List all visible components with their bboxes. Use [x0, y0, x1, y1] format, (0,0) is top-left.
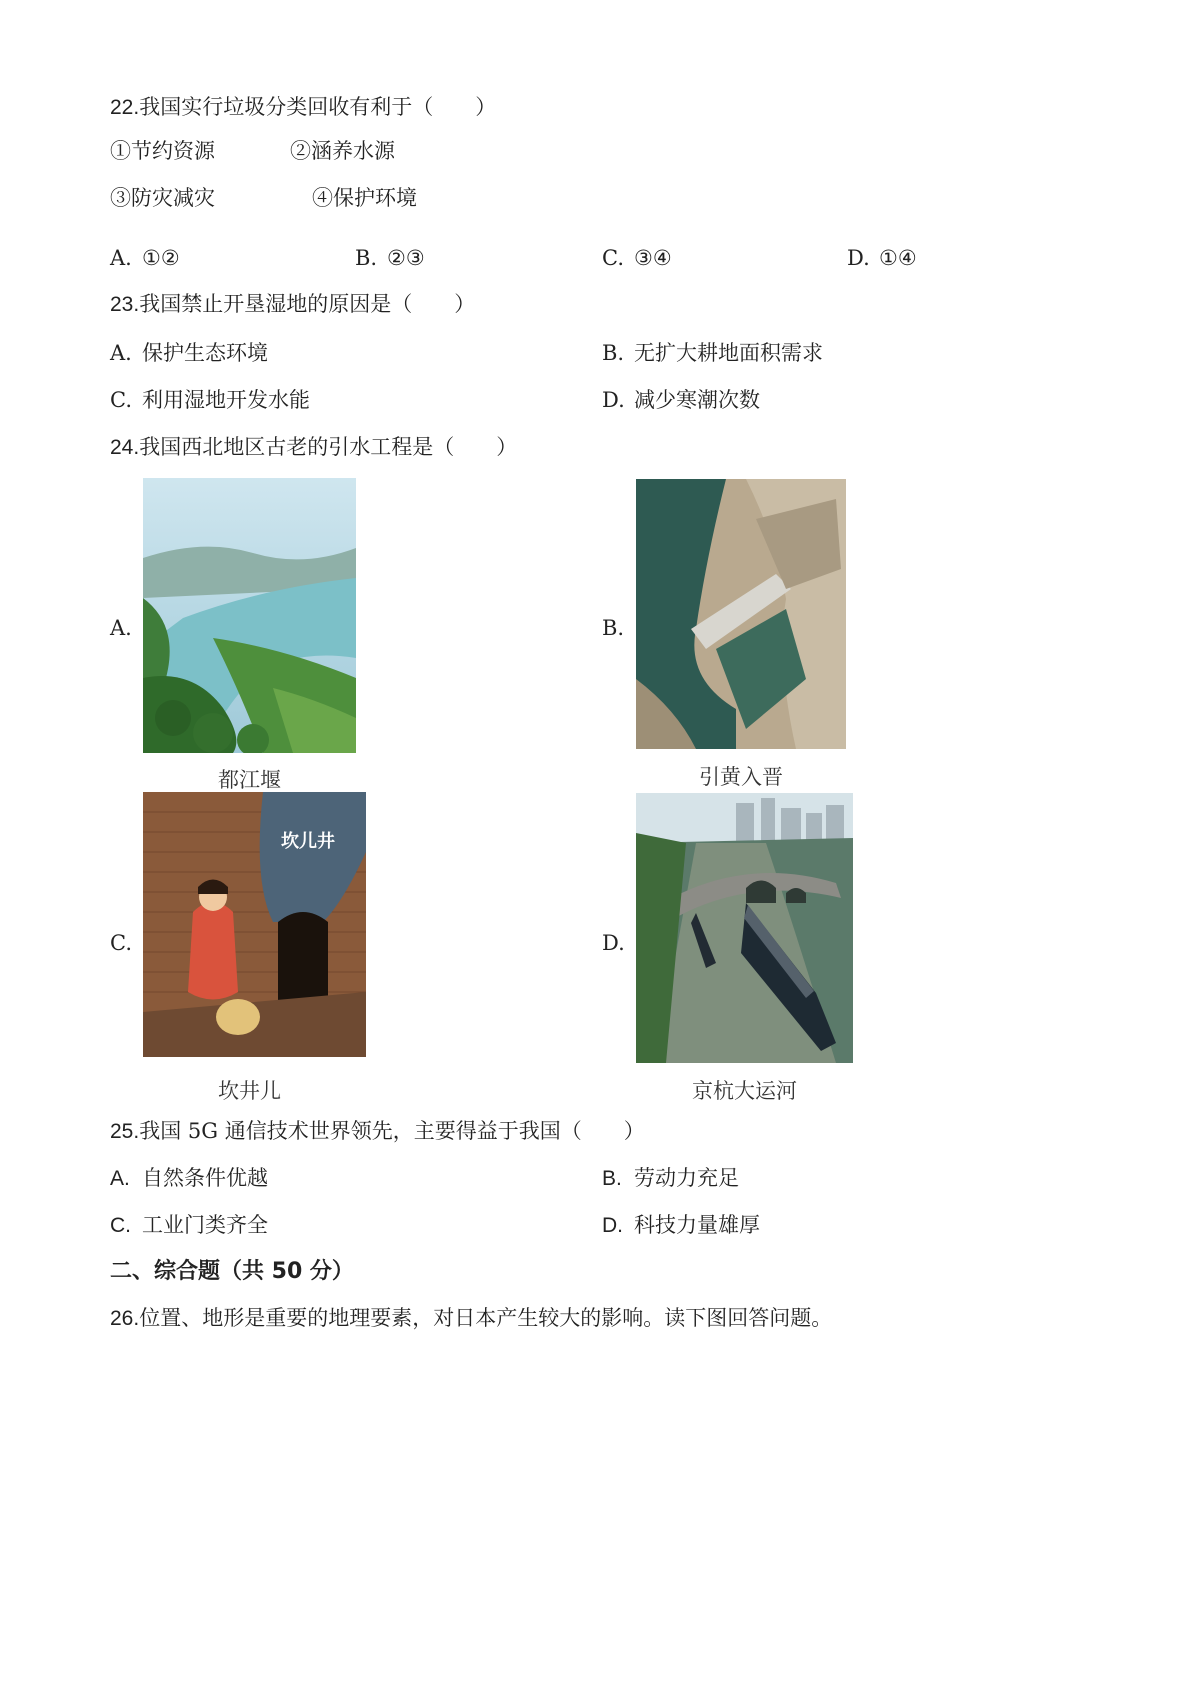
q22-item-2: ②涵养水源	[290, 139, 395, 163]
yinhuangrujin-photo[interactable]	[636, 479, 846, 749]
q23-option-b[interactable]: B. 无扩大耕地面积需求	[602, 341, 823, 365]
q24-option-d-letter[interactable]: D.	[602, 931, 625, 955]
q23-option-d[interactable]: D. 减少寒潮次数	[602, 388, 760, 412]
q22-stem	[110, 93, 496, 122]
q24-option-c-letter[interactable]: C.	[110, 931, 132, 955]
q26-stem	[110, 1304, 832, 1333]
q24-number: 24.	[110, 436, 140, 459]
q24-option-b-caption: 引黄入晋	[699, 765, 783, 789]
q25-text: 我国 5G 通信技术世界领先，主要得益于我国（ ）	[139, 1119, 645, 1143]
section-2-heading: 二、综合题（共 50 分）	[110, 1259, 354, 1284]
q24-option-a-letter[interactable]: A.	[110, 616, 132, 640]
q22-item-3: ③防灾减灾	[110, 186, 215, 210]
q23-option-a[interactable]: A. 保护生态环境	[110, 341, 268, 365]
q26-number: 26.	[110, 1307, 140, 1330]
q26-text: 位置、地形是重要的地理要素，对日本产生较大的影响。读下图回答问题。	[139, 1306, 833, 1330]
q22-item-1: ①节约资源	[110, 139, 215, 163]
dujiangyan-photo[interactable]	[143, 478, 356, 753]
q23-stem	[110, 290, 475, 319]
q22-option-c[interactable]: C. ③④	[602, 246, 672, 270]
q22-number: 22.	[110, 96, 140, 119]
q24-option-a-caption: 都江堰	[218, 768, 281, 792]
q24-option-c-caption: 坎井儿	[218, 1079, 281, 1103]
q25-number: 25.	[110, 1120, 140, 1143]
q22-text: 我国实行垃圾分类回收有利于（ ）	[139, 95, 497, 119]
q25-option-c[interactable]: C. 工业门类齐全	[110, 1213, 268, 1237]
karez-photo[interactable]	[143, 792, 366, 1057]
q22-option-b[interactable]: B. ②③	[355, 246, 425, 270]
q25-option-b[interactable]: B. 劳动力充足	[602, 1166, 739, 1190]
q25-stem	[110, 1117, 645, 1146]
q25-option-d[interactable]: D. 科技力量雄厚	[602, 1213, 760, 1237]
q23-option-c[interactable]: C. 利用湿地开发水能	[110, 388, 310, 412]
q24-option-d-caption: 京杭大运河	[692, 1079, 797, 1103]
q24-option-b-letter[interactable]: B.	[602, 616, 625, 640]
q24-text: 我国西北地区古老的引水工程是（ ）	[139, 435, 518, 459]
karez-sign: 坎儿井	[281, 831, 335, 852]
q23-text: 我国禁止开垦湿地的原因是（ ）	[139, 292, 476, 316]
q25-option-a[interactable]: A. 自然条件优越	[110, 1166, 268, 1190]
q23-number: 23.	[110, 293, 140, 316]
grand-canal-photo[interactable]	[636, 793, 853, 1063]
q24-stem	[110, 433, 517, 462]
q22-item-4: ④保护环境	[312, 186, 417, 210]
q22-option-d[interactable]: D. ①④	[847, 246, 917, 270]
q22-option-a[interactable]: A. ①②	[110, 246, 180, 270]
